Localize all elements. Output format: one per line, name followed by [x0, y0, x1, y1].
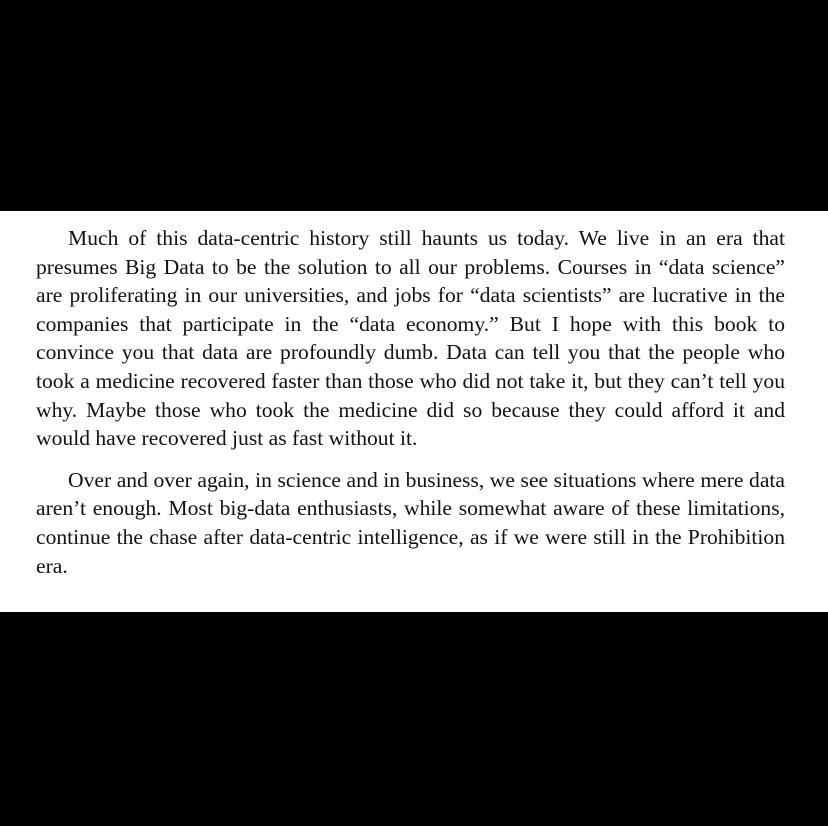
paragraph-1: Much of this data-centric history still haunts us today. We live in an era that presumes Big Data to be the solution to all our problems. Courses in “data science” are proliferating in our universities, and jobs for “data scientists” are lucrative in the companies that participate in the “data economy.” But I hope with this book to convince you that data are profoundly dumb. Data can tell you that the people who took a medicine recovered faster than those who did not take it, but they can’t tell you why. Maybe those who took the medicine did so because they could afford it and would have recovered just as fast without it.: [36, 226, 785, 451]
paragraph-2: Over and over again, in science and in business, we see situations where mere data aren’t enough. Most big-data enthusiasts, while somewhat aware of these limitations, continue the chase after data-centric intelligence, as if we were still in the Prohibition era.: [36, 467, 785, 578]
page-text-area: [0, 211, 828, 612]
